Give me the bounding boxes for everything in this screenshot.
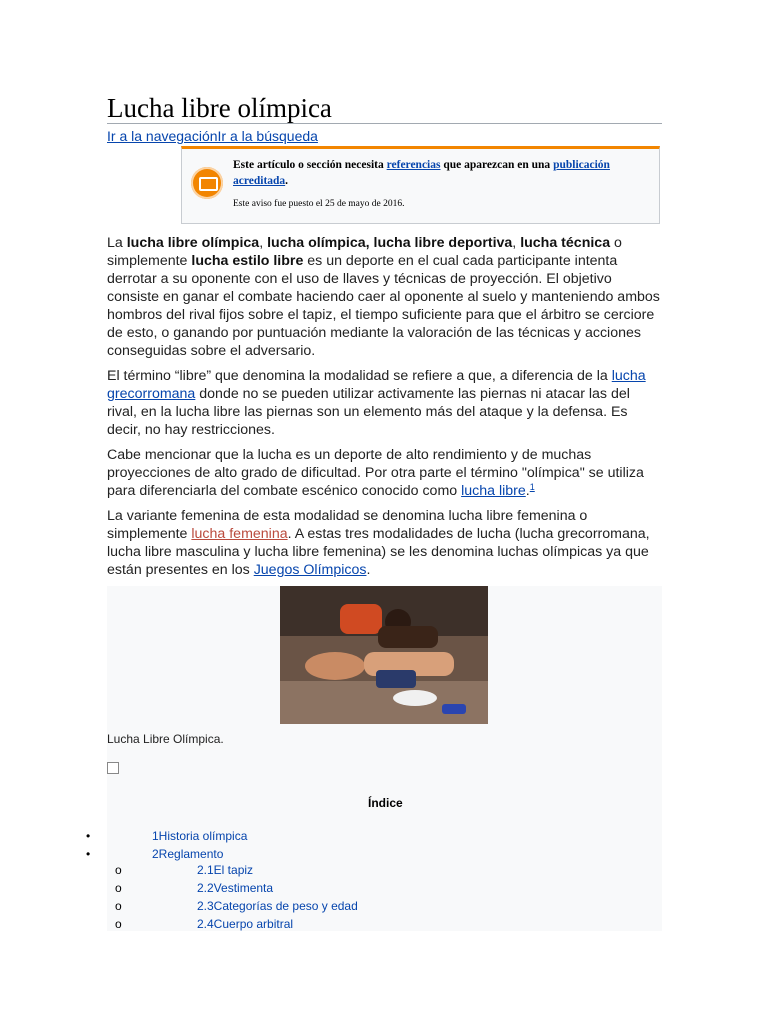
- juegos-olimpicos-link[interactable]: Juegos Olímpicos: [253, 562, 367, 578]
- notice-text: [233, 157, 653, 189]
- toc-item-reglamento[interactable]: 2Reglamento: [152, 847, 224, 861]
- intro-paragraph: La lucha libre olímpica, lucha olímpica, lucha libre deportiva, lucha técnica o simplemente lucha estilo libre es un deporte en el cual cada participante intenta derrotar a su oponente con el uso de llaves y técnicas de proyección. El objetivo consiste en ganar el combate haciendo caer al oponente al suelo y manteniendo ambos hombros del rival fijos sobre el tapiz, el tiempo suficiente para que el árbitro se cerciore de esto, o ganando por puntuación mediante la valoración de las técnicas y acciones conseguidas sobre el adversario.: [107, 235, 660, 359]
- image-caption: Lucha Libre Olímpica.: [107, 732, 224, 746]
- notice-date: Este aviso fue puesto el 25 de mayo de 2016.: [233, 199, 405, 209]
- toc-item-cuerpo-arbitral[interactable]: 2.4Cuerpo arbitral: [197, 917, 294, 931]
- notice-suffix: .: [285, 175, 289, 187]
- paragraph-libre-term: El término “libre” que denomina la modalidad se refiere a que, a diferencia de la lucha grecorromana donde no se pueden utilizar activamente las piernas ni atacar las del rival, en la lucha libre las piernas son un elemento más del ataque y la defensa. Es decir, no hay restricciones.: [107, 368, 646, 438]
- paragraph-olympic-term: Cabe mencionar que la lucha es un deporte de alto rendimiento y de muchas proyecciones de alto grado de dificultad. Por otra parte el término "olímpica" se utiliza para diferenciarla del combate escénico conocido como lucha libre.$^1$: [107, 447, 644, 499]
- notice-middle: que aparezcan en una: [440, 159, 554, 171]
- toc-bullet: •: [86, 847, 91, 861]
- references-link[interactable]: referencias: [386, 159, 441, 171]
- lucha-grecorromana-link[interactable]: lucha grecorromana: [107, 368, 646, 402]
- toc-bullet: •: [86, 829, 91, 843]
- jump-links[interactable]: Ir a la navegaciónIr a la búsqueda: [107, 128, 318, 144]
- reference-1-link[interactable]: 1: [529, 482, 535, 492]
- toc-item-vestimenta[interactable]: 2.2Vestimenta: [197, 881, 274, 895]
- wrestling-photo-drawing: [280, 586, 488, 724]
- toc-bullet: o: [115, 881, 122, 895]
- toc-item-categorias[interactable]: 2.3Categorías de peso y edad: [197, 899, 358, 913]
- title-divider: [107, 123, 662, 124]
- paragraph-female-variant: La variante femenina de esta modalidad se denomina lucha libre femenina o simplemente lucha femenina. A estas tres modalidades de lucha (lucha grecorromana, lucha libre masculina y lucha libre femenina) se les denomina luchas olímpicas ya que están presentes en los Juegos Olímpicos.: [107, 508, 650, 578]
- toc-bullet: o: [115, 863, 122, 877]
- toc-title: Índice: [368, 796, 403, 810]
- toc-toggle-checkbox[interactable]: [107, 762, 119, 774]
- toc-item-el-tapiz[interactable]: 2.1El tapiz: [197, 863, 254, 877]
- notice-prefix: Este artículo o sección necesita: [233, 159, 387, 171]
- publication-link[interactable]: publicación acreditada: [233, 159, 610, 187]
- page-title: Lucha libre olímpica: [107, 93, 332, 123]
- lucha-libre-link[interactable]: lucha libre: [461, 483, 526, 499]
- references-notice: [181, 146, 660, 224]
- book-icon: [191, 167, 223, 199]
- toc-bullet: o: [115, 917, 122, 931]
- toc-bullet: o: [115, 899, 122, 913]
- lucha-femenina-link[interactable]: lucha femenina: [191, 526, 288, 542]
- wrestling-photo[interactable]: [280, 586, 488, 724]
- toc-item-historia-olimpica[interactable]: 1Historia olímpica: [152, 829, 248, 843]
